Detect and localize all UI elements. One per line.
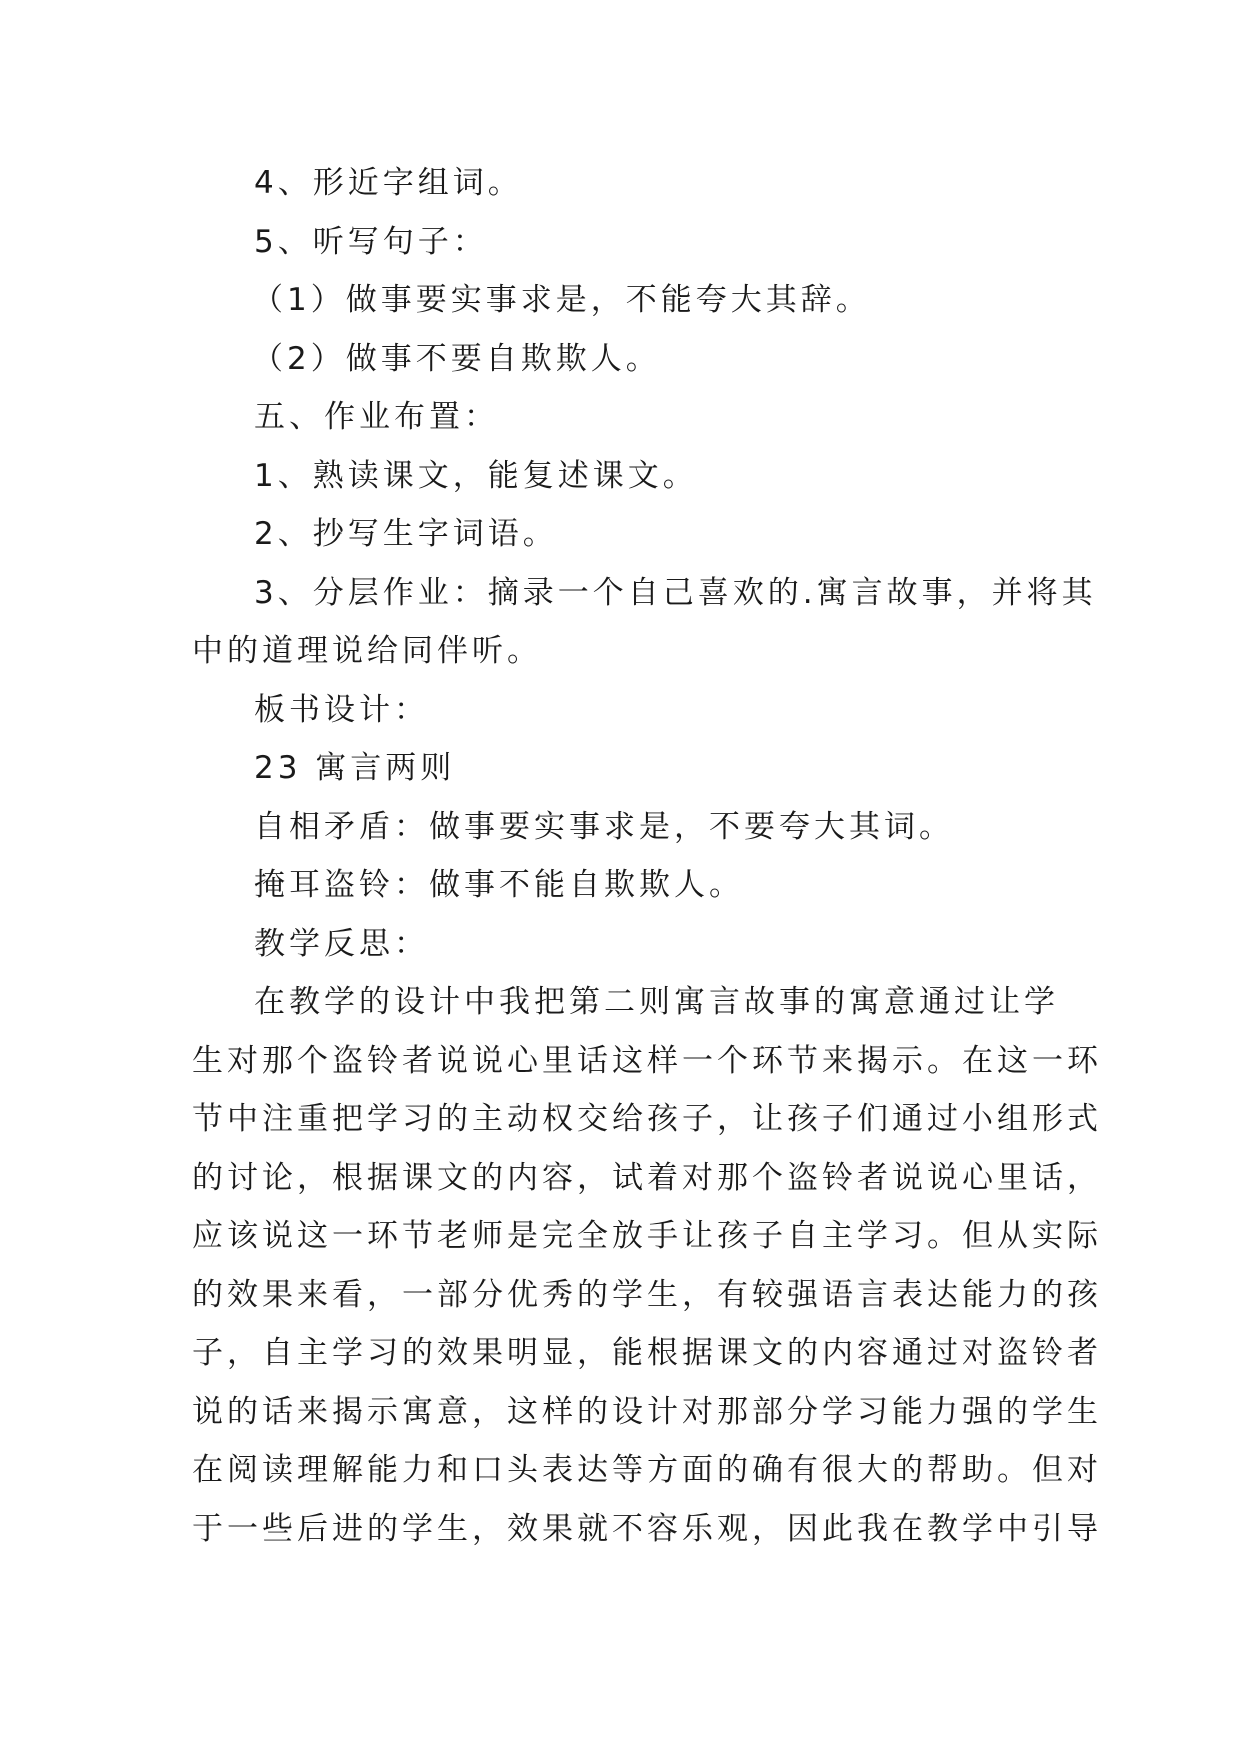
dictation-sentence-1: （1）做事要实事求是，不能夸大其辞。 <box>252 282 871 318</box>
homework-item-3-continued: 中的道理说给同伴听。 <box>192 633 542 669</box>
board-design-fable-2: 掩耳盗铃：做事不能自欺欺人。 <box>254 867 744 903</box>
board-design-heading: 板书设计： <box>254 691 429 728</box>
reflection-line: 的效果来看，一部分优秀的学生，有较强语言表达能力的孩 <box>192 1276 1102 1313</box>
reflection-line: 节中注重把学习的主动权交给孩子，让孩子们通过小组形式 <box>192 1101 1102 1137</box>
reflection-line: 生对那个盗铃者说说心里话这样一个环节来揭示。在这一环 <box>192 1042 1102 1079</box>
reflection-line: 在教学的设计中我把第二则寓言故事的寓意通过让学 <box>254 984 1059 1020</box>
board-design-fable-1: 自相矛盾：做事要实事求是，不要夸大其词。 <box>254 808 954 845</box>
section-homework-heading: 五、作业布置： <box>254 399 499 435</box>
reflection-line: 在阅读理解能力和口头表达等方面的确有很大的帮助。但对 <box>192 1452 1102 1488</box>
item-4-similar-characters: 4、形近字组词。 <box>254 165 523 201</box>
item-5-dictation: 5、听写句子： <box>254 223 488 260</box>
homework-item-2: 2、抄写生字词语。 <box>254 516 558 552</box>
reflection-line: 说的话来揭示寓意，这样的设计对那部分学习能力强的学生 <box>192 1393 1102 1430</box>
document-body <box>192 154 1102 1558</box>
homework-item-1: 1、熟读课文，能复述课文。 <box>254 457 698 494</box>
reflection-line: 的讨论，根据课文的内容，试着对那个盗铃者说说心里话， <box>192 1159 1102 1196</box>
reflection-line: 应该说这一环节老师是完全放手让孩子自主学习。但从实际 <box>192 1218 1102 1254</box>
reflection-line: 子，自主学习的效果明显，能根据课文的内容通过对盗铃者 <box>192 1335 1102 1371</box>
reflection-line: 于一些后进的学生，效果就不容乐观，因此我在教学中引导 <box>192 1510 1102 1547</box>
board-design-title: 23 寓言两则 <box>254 750 456 786</box>
homework-item-3: 3、分层作业：摘录一个自己喜欢的.寓言故事，并将其 <box>254 574 1097 611</box>
dictation-sentence-2: （2）做事不要自欺欺人。 <box>252 340 661 377</box>
teaching-reflection-paragraph <box>192 973 1102 1558</box>
teaching-reflection-heading: 教学反思： <box>254 925 429 962</box>
